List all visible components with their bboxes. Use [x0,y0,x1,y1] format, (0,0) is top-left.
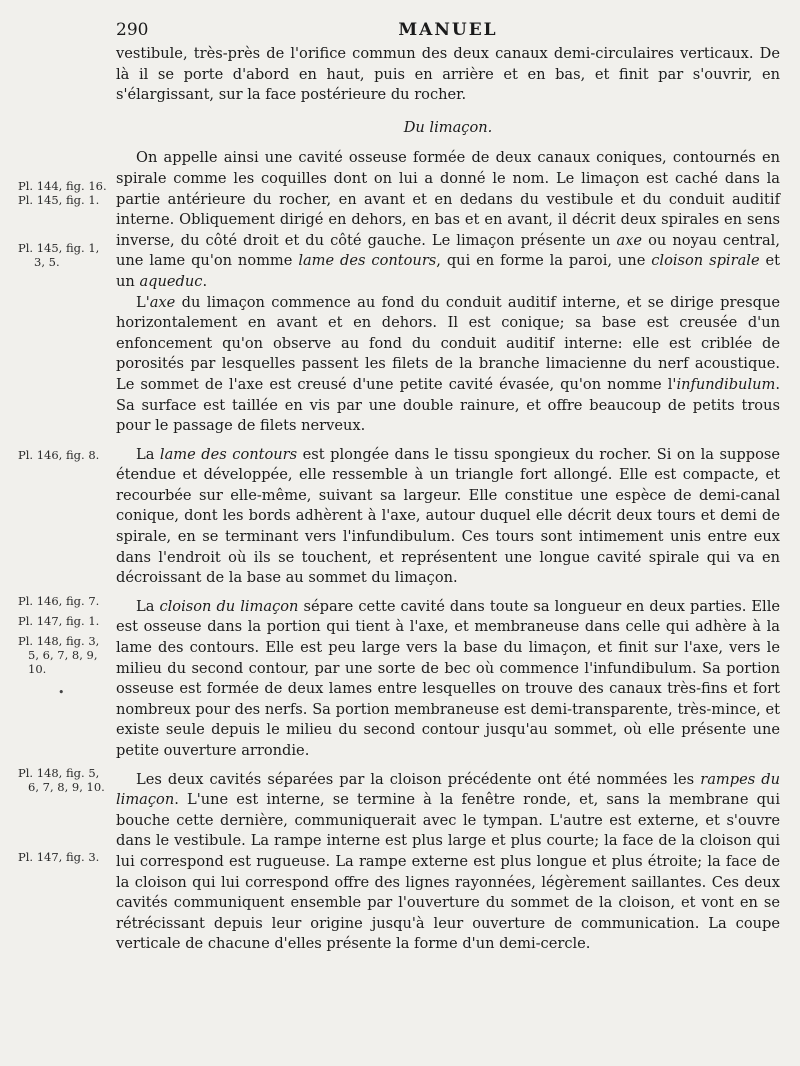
margin-note: Pl. 144, fig. 16. Pl. 145, fig. 1. [18,179,107,207]
margin-note: Pl. 145, fig. 1, 3, 5. [18,241,100,269]
paragraph: On appelle ainsi une cavité osseuse formée de deux canaux coniques, contournés en spirale comme les coquilles dont on lui a donné le nom. Le limaçon est caché dans la partie antérieure du rocher, en avant et en dedans du vestibule et du conduit auditif interne. Obliquement dirigé en dehors, en bas et en avant, il décrit deux spirales en sens inverse, du côté droit et du côté gauche. Le limaçon présente un axe ou noyau central, une lame qu'on nomme lame des contours, qui en forme la paroi, une cloison spirale et un aqueduc. [116,149,780,290]
margin-note: Pl. 146, fig. 8. [18,448,100,462]
margin-note: Pl. 148, fig. 5, 6, 7, 8, 9, 10. [18,766,105,794]
body-text [116,44,780,955]
paragraph: La lame des contours est plongée dans le tissu spongieux du rocher. Si on la suppose étendue et développée, elle ressemble à un triangle fort allongé. Elle est compacte, et recourbée sur elle-même, suivant sa largeur. Elle constitue une espèce de demi-canal conique, dont les bords adhèrent à l'axe, autour duquel elle décrit deux tours et demi de spirale, en se terminant vers l'infundibulum. Ces tours sont intimement unis entre eux dans l'endroit où ils se touchent, et représentent une longue cavité spirale qui va en décroissant de la base au sommet du limaçon. [116,445,780,587]
margin-note: Pl. 148, fig. 3, 5, 6, 7, 8, 9, 10. [18,634,100,676]
paragraph: La cloison du limaçon sépare cette cavité dans toute sa longueur en deux parties. Elle est osseuse dans la portion qui tient à l'axe, et membraneuse dans celle qui adhère à la lame des contours. Elle est peu large vers la base du limaçon, et finit sur l'axe, vers le milieu du second contour, par une sorte de bec où commence l'infundibulum. Sa portion osseuse est formée de deux lames entre lesquelles on trouve des canaux très-fins et fort nombreux pour des nerfs. Sa portion membraneuse est demi-transparente, très-mince, et existe seule depuis le milieu du second contour jusqu'au sommet, où elle présente une petite ouverture arrondie. [116,597,780,759]
paragraph: Les deux cavités séparées par la cloison précédente ont été nommées les rampes du limaçon. L'une est interne, se termine à la fenêtre ronde, et, sans la membrane qui bouche cette dernière, communiquerait avec le tympan. L'autre est externe, et s'ouvre dans le vestibule. La rampe interne est plus large et plus courte; la face de la cloison qui lui correspond est rugueuse. La rampe externe est plus longue et plus étroite; la face de la cloison qui lui correspond offre des lignes rayonnées, légèrement saillantes. Ces deux cavités communiquent ensemble par l'ouverture du sommet de la cloison, et vont en se rétrécissant depuis leur origine jusqu'à leur ouverture de communication. La coupe verticale de chacune d'elles présente la forme d'un demi-cercle. [116,770,780,953]
page-number: 290 [116,20,149,40]
page-header [116,20,780,44]
running-title: MANUEL [398,20,498,40]
margin-note: Pl. 146, fig. 7. [18,594,100,608]
paragraph: L'axe du limaçon commence au fond du conduit auditif interne, et se dirige presque horizontalement en avant et en dehors. Il est conique; sa base est creusée d'un enfoncement qu'on observe au fond du conduit auditif interne: elle est criblée de porosités par lesquelles passent les filets de la branche limacienne du nerf acoustique. Le sommet de l'axe est creusé d'une petite cavité évasée, qu'on nomme l'infundibulum. Sa surface est taillée en vis par une double rainure, et offre beaucoup de petits trous pour le passage de filets nerveux. [116,293,780,435]
paragraph: vestibule, très-près de l'orifice commun des deux canaux demi-circulaires verticaux. De là il se porte d'abord en haut, puis en arrière et en bas, et finit par s'ouvrir, en s'élargissant, sur la face postérieure du rocher. [116,45,780,104]
section-heading: Du limaçon. [403,118,493,136]
margin-note: Pl. 147, fig. 1. [18,614,100,628]
margin-note: Pl. 147, fig. 3. [18,850,100,864]
ink-mark: • [58,686,65,699]
